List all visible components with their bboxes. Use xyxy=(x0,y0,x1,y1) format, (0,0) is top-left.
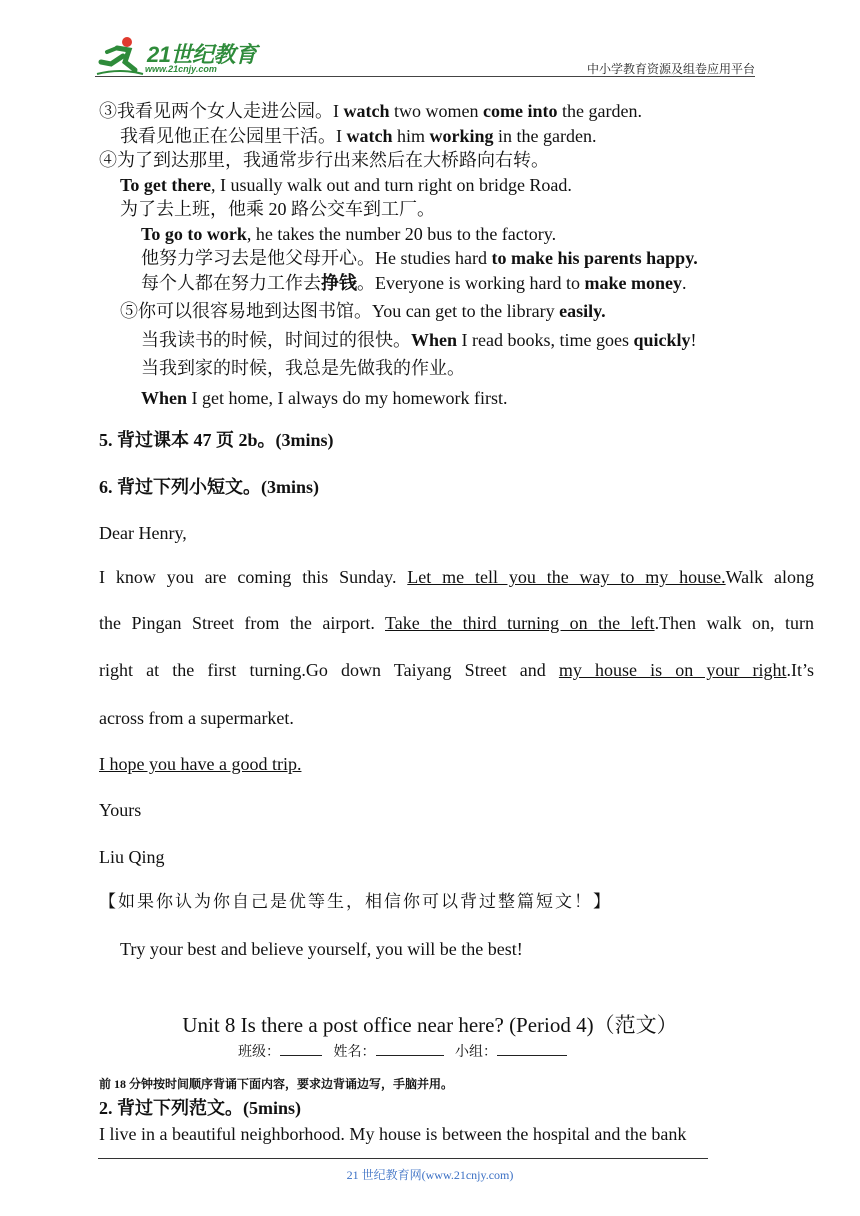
unit-title: Unit 8 Is there a post office near here? (Period 4)（范文） xyxy=(182,1013,678,1037)
runner-logo-icon xyxy=(95,36,145,78)
sentence-5-cn: 为了去上班，他乘 20 路公交车到工厂。 xyxy=(120,199,435,219)
logo-url: www.21cnjy.com xyxy=(145,64,217,74)
sentence-3b: 我看见他正在公园里干活。I watch him working in the garden. xyxy=(120,126,597,146)
letter-line-1: I know you are coming this Sunday. Let me tell you the way to my house.Walk along xyxy=(99,567,814,587)
sentence-3a: ③我看见两个女人走进公园。I watch two women come into the garden. xyxy=(99,101,642,121)
letter-signoff: Yours xyxy=(99,800,142,820)
sentence-11-en: When I get home, I always do my homework first. xyxy=(141,388,508,408)
name-blank[interactable] xyxy=(376,1041,444,1056)
section-2-heading: 2. 背过下列范文。(5mins) xyxy=(99,1098,301,1118)
letter-line-3: right at the first turning.Go down Taiyang Street and my house is on your right.It’s xyxy=(99,660,814,680)
site-logo xyxy=(95,36,265,80)
sentence-8: ⑤你可以很容易地到达图书馆。You can get to the library easily. xyxy=(120,301,606,321)
sentence-4-cn: ④为了到达那里，我通常步行出来然后在大桥路向右转。 xyxy=(99,150,549,170)
sentence-10-cn: 当我到家的时候，我总是先做我的作业。 xyxy=(141,358,465,378)
letter-signature: Liu Qing xyxy=(99,847,165,867)
group-blank[interactable] xyxy=(497,1041,567,1056)
platform-name: 中小学教育资源及组卷应用平台 xyxy=(586,62,755,76)
letter-line-2: the Pingan Street from the airport. Take the third turning on the left.Then walk on, turn xyxy=(99,613,814,633)
footer-link[interactable]: 21 世纪教育网(www.21cnjy.com) xyxy=(346,1168,514,1182)
header-divider xyxy=(95,76,755,77)
encouragement-note: 【如果你认为你自己是优等生，相信你可以背过整篇短文！】 xyxy=(99,892,612,912)
name-label: 姓名： xyxy=(333,1045,376,1060)
letter-line-4: across from a supermarket. xyxy=(99,708,294,728)
class-blank[interactable] xyxy=(280,1041,322,1056)
sentence-9: 当我读书的时候，时间过的很快。When I read books, time goes quickly! xyxy=(141,330,697,350)
sentence-7: 每个人都在努力工作去挣钱。Everyone is working hard to make money. xyxy=(141,273,687,293)
class-label: 班级： xyxy=(238,1045,280,1060)
student-info-form xyxy=(238,1041,567,1061)
model-essay-first-line: I live in a beautiful neighborhood. My house is between the hospital and the bank xyxy=(99,1124,687,1144)
sentence-5-en: To go to work, he takes the number 20 bus to the factory. xyxy=(141,224,557,244)
footer-divider xyxy=(98,1158,708,1159)
letter-greeting: Dear Henry, xyxy=(99,523,187,543)
section-6-heading: 6. 背过下列小短文。(3mins) xyxy=(99,477,319,497)
sentence-4-en: To get there, I usually walk out and turn right on bridge Road. xyxy=(120,175,572,195)
letter-closing-wish: I hope you have a good trip. xyxy=(99,754,302,774)
sentence-6: 他努力学习去是他父母开心。He studies hard to make his parents happy. xyxy=(141,248,698,268)
group-label: 小组： xyxy=(455,1045,497,1060)
instruction: 前 18 分钟按时间顺序背诵下面内容，要求边背诵边写，手脑并用。 xyxy=(99,1077,454,1091)
motto: Try your best and believe yourself, you will be the best! xyxy=(120,939,523,959)
section-5-heading: 5. 背过课本 47 页 2b。(3mins) xyxy=(99,430,334,450)
logo-title: 21世纪教育 xyxy=(147,42,257,67)
